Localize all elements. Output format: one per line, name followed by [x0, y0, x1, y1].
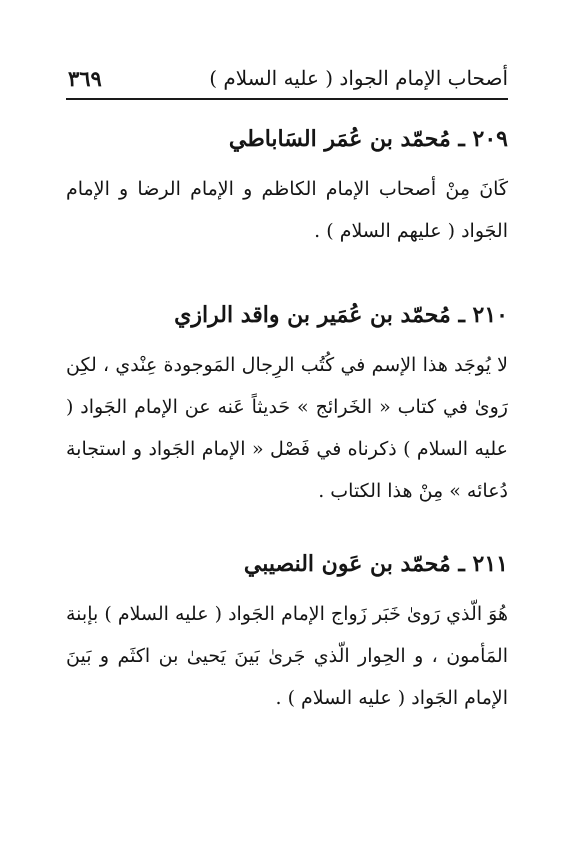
entry-body: هُوَ الّذي رَوىٰ خَبَر زَواج الإمام الجَواد ( عليه السلام ) بإبنة المَأمون ، و الحِوار الّذي جَرىٰ بَينَ يَحيىٰ بن اكثَم و بَينَ الإمام الجَواد ( عليه السلام ) . — [66, 603, 508, 709]
biography-entry-209 — [66, 124, 508, 252]
entry-heading: ٢١٠ ـ مُحمّد بن عُمَير بن واقد الرازي — [174, 302, 508, 328]
entry-body: كَانَ مِنْ أصحاب الإمام الكاظم و الإمام الرضا و الإمام الجَواد ( عليهم السلام ) . — [66, 178, 508, 242]
biography-entry-211 — [66, 549, 508, 719]
entry-heading: ٢٠٩ ـ مُحمّد بن عُمَر السَاباطي — [228, 126, 508, 152]
biography-entry-210 — [66, 300, 508, 512]
header-divider — [66, 98, 508, 100]
running-title: أصحاب الإمام الجواد ( عليه السلام ) — [209, 66, 508, 90]
page-number: ٣٦٩ — [68, 65, 102, 91]
page-header — [68, 60, 508, 96]
entry-body: لا يُوجَد هذا الإسم في كُتُب الرِجال المَوجودة عِنْدي ، لكِن رَوىٰ في كتاب « الخَرائج » حَديثاً عَنه عن الإمام الجَواد ( عليه السلام ) ذكرناه في فَصْل « الإمام الجَواد و استجابة دُعائه » مِنْ هذا الكتاب . — [66, 354, 508, 502]
entry-heading: ٢١١ ـ مُحمّد بن عَون النصيبي — [243, 551, 508, 577]
